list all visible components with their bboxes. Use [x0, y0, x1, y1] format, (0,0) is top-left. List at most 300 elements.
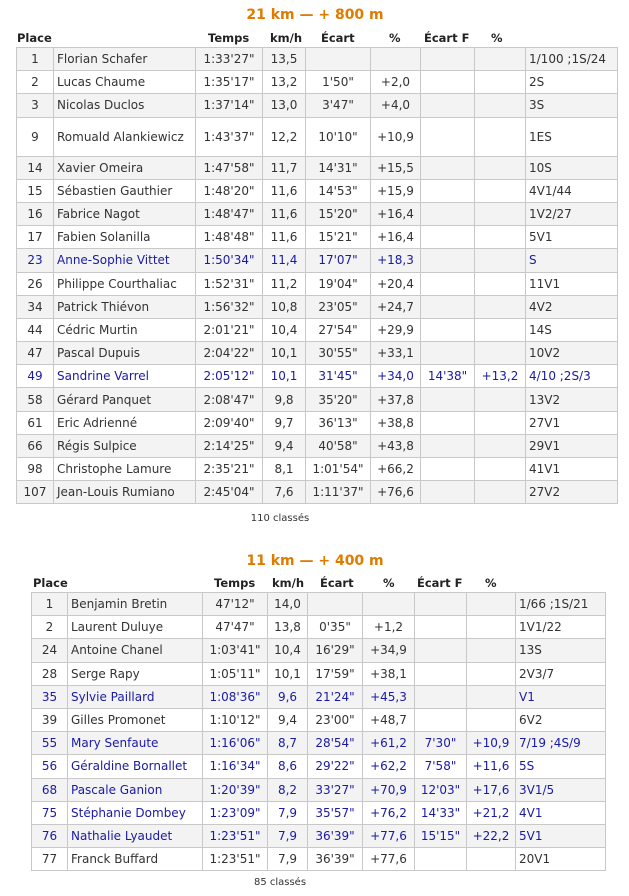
table-row	[17, 94, 618, 117]
female-gap-percent-cell	[467, 616, 516, 639]
speed-cell: 10,1	[263, 342, 306, 365]
gap-percent-cell: +20,4	[371, 272, 421, 295]
time-cell: 1:03'41"	[203, 639, 268, 662]
female-gap-cell	[421, 71, 475, 94]
time-cell: 1:20'39"	[203, 778, 268, 801]
runner-name: Fabien Solanilla	[54, 226, 196, 249]
place-cell: 39	[32, 708, 68, 731]
speed-cell: 13,0	[263, 94, 306, 117]
runner-name: Sébastien Gauthier	[54, 179, 196, 202]
time-cell: 1:16'06"	[203, 732, 268, 755]
header-pct-f: %	[485, 576, 497, 590]
time-cell: 1:23'51"	[203, 824, 268, 847]
header-ecart: Écart	[321, 31, 355, 45]
runner-name: Romuald Alankiewicz	[54, 117, 196, 156]
female-gap-cell	[415, 685, 467, 708]
place-cell: 56	[32, 755, 68, 778]
header-kmh: km/h	[272, 576, 305, 590]
female-gap-cell	[421, 226, 475, 249]
runner-name: Stéphanie Dombey	[68, 801, 203, 824]
place-cell: 14	[17, 156, 54, 179]
category-cell: 10S	[526, 156, 618, 179]
place-cell: 68	[32, 778, 68, 801]
time-cell: 1:33'27"	[196, 48, 263, 71]
gap-cell: 28'54"	[308, 732, 363, 755]
place-cell: 2	[17, 71, 54, 94]
female-gap-percent-cell	[475, 71, 526, 94]
female-gap-percent-cell: +10,9	[467, 732, 516, 755]
table-row	[32, 593, 606, 616]
category-cell: 4/10 ;2S/3	[526, 365, 618, 388]
gap-cell: 23'05"	[306, 295, 371, 318]
header-ecart-f: Écart F	[424, 31, 470, 45]
place-cell: 44	[17, 318, 54, 341]
table-row	[17, 202, 618, 225]
runner-name: Florian Schafer	[54, 48, 196, 71]
table-row	[32, 778, 606, 801]
category-cell: 7/19 ;4S/9	[516, 732, 606, 755]
place-cell: 23	[17, 249, 54, 272]
gap-percent-cell: +43,8	[371, 434, 421, 457]
table-row	[32, 755, 606, 778]
gap-percent-cell: +48,7	[363, 708, 415, 731]
gap-cell: 27'54"	[306, 318, 371, 341]
runner-name: Pascale Ganion	[68, 778, 203, 801]
gap-percent-cell: +10,9	[371, 117, 421, 156]
gap-percent-cell	[371, 48, 421, 71]
female-gap-percent-cell	[475, 272, 526, 295]
female-gap-cell	[421, 202, 475, 225]
speed-cell: 8,7	[268, 732, 308, 755]
category-cell: 20V1	[516, 848, 606, 871]
female-gap-cell	[421, 411, 475, 434]
time-cell: 1:23'51"	[203, 848, 268, 871]
speed-cell: 7,9	[268, 848, 308, 871]
gap-percent-cell: +4,0	[371, 94, 421, 117]
speed-cell: 11,6	[263, 202, 306, 225]
table-row	[17, 411, 618, 434]
gap-cell	[308, 593, 363, 616]
time-cell: 1:37'14"	[196, 94, 263, 117]
table-row	[32, 732, 606, 755]
time-cell: 1:05'11"	[203, 662, 268, 685]
table-row	[17, 365, 618, 388]
time-cell: 1:43'37"	[196, 117, 263, 156]
gap-cell	[306, 48, 371, 71]
gap-cell: 19'04"	[306, 272, 371, 295]
results-table-21km	[16, 47, 618, 504]
speed-cell: 10,8	[263, 295, 306, 318]
finisher-count: 110 classés	[250, 513, 310, 524]
runner-name: Cédric Murtin	[54, 318, 196, 341]
speed-cell: 10,1	[263, 365, 306, 388]
gap-percent-cell: +45,3	[363, 685, 415, 708]
female-gap-percent-cell	[467, 685, 516, 708]
runner-name: Patrick Thiévon	[54, 295, 196, 318]
header-ecart: Écart	[320, 576, 354, 590]
gap-cell: 35'57"	[308, 801, 363, 824]
place-cell: 34	[17, 295, 54, 318]
runner-name: Géraldine Bornallet	[68, 755, 203, 778]
runner-name: Eric Adrienné	[54, 411, 196, 434]
runner-name: Serge Rapy	[68, 662, 203, 685]
gap-cell: 40'58"	[306, 434, 371, 457]
gap-percent-cell: +15,9	[371, 179, 421, 202]
time-cell: 2:01'21"	[196, 318, 263, 341]
time-cell: 1:23'09"	[203, 801, 268, 824]
table-row	[17, 481, 618, 504]
results-table-11km	[31, 592, 606, 871]
gap-cell: 0'35"	[308, 616, 363, 639]
female-gap-cell	[421, 156, 475, 179]
female-gap-cell	[421, 179, 475, 202]
category-cell: 10V2	[526, 342, 618, 365]
female-gap-cell	[415, 593, 467, 616]
speed-cell: 13,5	[263, 48, 306, 71]
female-gap-cell: 14'38"	[421, 365, 475, 388]
time-cell: 1:50'34"	[196, 249, 263, 272]
speed-cell: 11,6	[263, 226, 306, 249]
category-cell: 11V1	[526, 272, 618, 295]
category-cell: S	[526, 249, 618, 272]
speed-cell: 10,4	[263, 318, 306, 341]
female-gap-cell	[415, 616, 467, 639]
speed-cell: 9,4	[263, 434, 306, 457]
female-gap-cell	[421, 295, 475, 318]
speed-cell: 9,8	[263, 388, 306, 411]
gap-percent-cell: +16,4	[371, 226, 421, 249]
place-cell: 107	[17, 481, 54, 504]
runner-name: Nathalie Lyaudet	[68, 824, 203, 847]
table-row	[17, 226, 618, 249]
table-row	[17, 71, 618, 94]
female-gap-cell	[421, 342, 475, 365]
speed-cell: 11,4	[263, 249, 306, 272]
female-gap-percent-cell	[475, 295, 526, 318]
category-cell: 3S	[526, 94, 618, 117]
gap-cell: 1:01'54"	[306, 458, 371, 481]
speed-cell: 8,2	[268, 778, 308, 801]
female-gap-percent-cell	[467, 708, 516, 731]
header-temps: Temps	[214, 576, 256, 590]
runner-name: Xavier Omeira	[54, 156, 196, 179]
runner-name: Laurent Duluye	[68, 616, 203, 639]
header-pct: %	[389, 31, 401, 45]
time-cell: 1:10'12"	[203, 708, 268, 731]
female-gap-cell: 7'30"	[415, 732, 467, 755]
gap-percent-cell: +16,4	[371, 202, 421, 225]
gap-cell: 16'29"	[308, 639, 363, 662]
gap-percent-cell: +77,6	[363, 848, 415, 871]
female-gap-percent-cell	[475, 249, 526, 272]
gap-cell: 35'20"	[306, 388, 371, 411]
category-cell: V1	[516, 685, 606, 708]
time-cell: 1:56'32"	[196, 295, 263, 318]
time-cell: 2:05'12"	[196, 365, 263, 388]
runner-name: Mary Senfaute	[68, 732, 203, 755]
header-place: Place	[17, 31, 52, 45]
female-gap-cell	[415, 708, 467, 731]
gap-percent-cell: +2,0	[371, 71, 421, 94]
place-cell: 9	[17, 117, 54, 156]
gap-percent-cell: +77,6	[363, 824, 415, 847]
place-cell: 17	[17, 226, 54, 249]
category-cell: 5V1	[516, 824, 606, 847]
category-cell: 13S	[516, 639, 606, 662]
female-gap-percent-cell	[467, 662, 516, 685]
speed-cell: 7,9	[268, 801, 308, 824]
female-gap-cell	[421, 249, 475, 272]
category-cell: 6V2	[516, 708, 606, 731]
gap-percent-cell	[363, 593, 415, 616]
female-gap-cell: 12'03"	[415, 778, 467, 801]
female-gap-cell	[421, 94, 475, 117]
gap-cell: 23'00"	[308, 708, 363, 731]
table-row	[32, 848, 606, 871]
table-row	[17, 458, 618, 481]
runner-name: Sandrine Varrel	[54, 365, 196, 388]
header-temps: Temps	[208, 31, 250, 45]
category-cell: 1ES	[526, 117, 618, 156]
place-cell: 47	[17, 342, 54, 365]
place-cell: 77	[32, 848, 68, 871]
speed-cell: 11,7	[263, 156, 306, 179]
female-gap-cell: 7'58"	[415, 755, 467, 778]
gap-percent-cell: +38,8	[371, 411, 421, 434]
place-cell: 28	[32, 662, 68, 685]
runner-name: Lucas Chaume	[54, 71, 196, 94]
speed-cell: 13,8	[268, 616, 308, 639]
header-pct: %	[383, 576, 395, 590]
column-headers	[0, 576, 629, 590]
gap-cell: 36'39"	[308, 848, 363, 871]
speed-cell: 11,6	[263, 179, 306, 202]
gap-percent-cell: +29,9	[371, 318, 421, 341]
gap-percent-cell: +15,5	[371, 156, 421, 179]
speed-cell: 13,2	[263, 71, 306, 94]
time-cell: 1:08'36"	[203, 685, 268, 708]
place-cell: 16	[17, 202, 54, 225]
gap-percent-cell: +38,1	[363, 662, 415, 685]
place-cell: 3	[17, 94, 54, 117]
place-cell: 76	[32, 824, 68, 847]
category-cell: 13V2	[526, 388, 618, 411]
runner-name: Antoine Chanel	[68, 639, 203, 662]
time-cell: 2:04'22"	[196, 342, 263, 365]
female-gap-percent-cell: +17,6	[467, 778, 516, 801]
gap-cell: 36'39"	[308, 824, 363, 847]
category-cell: 27V2	[526, 481, 618, 504]
female-gap-cell	[415, 662, 467, 685]
female-gap-percent-cell	[475, 94, 526, 117]
female-gap-percent-cell: +11,6	[467, 755, 516, 778]
female-gap-cell	[421, 48, 475, 71]
speed-cell: 11,2	[263, 272, 306, 295]
category-cell: 4V2	[526, 295, 618, 318]
speed-cell: 9,6	[268, 685, 308, 708]
female-gap-percent-cell	[467, 848, 516, 871]
column-headers	[0, 31, 629, 45]
speed-cell: 12,2	[263, 117, 306, 156]
race-title: 11 km — + 400 m	[246, 553, 384, 569]
gap-cell: 15'20"	[306, 202, 371, 225]
time-cell: 1:48'48"	[196, 226, 263, 249]
table-row	[32, 616, 606, 639]
category-cell: 2V3/7	[516, 662, 606, 685]
table-row	[17, 295, 618, 318]
gap-percent-cell: +70,9	[363, 778, 415, 801]
place-cell: 24	[32, 639, 68, 662]
gap-cell: 15'21"	[306, 226, 371, 249]
runner-name: Pascal Dupuis	[54, 342, 196, 365]
table-row	[32, 662, 606, 685]
speed-cell: 8,6	[268, 755, 308, 778]
category-cell: 4V1	[516, 801, 606, 824]
speed-cell: 14,0	[268, 593, 308, 616]
category-cell: 1V2/27	[526, 202, 618, 225]
table-row	[32, 639, 606, 662]
table-row	[17, 272, 618, 295]
runner-name: Philippe Courthaliac	[54, 272, 196, 295]
female-gap-percent-cell: +21,2	[467, 801, 516, 824]
speed-cell: 10,4	[268, 639, 308, 662]
gap-cell: 36'13"	[306, 411, 371, 434]
place-cell: 49	[17, 365, 54, 388]
place-cell: 58	[17, 388, 54, 411]
gap-cell: 1'50"	[306, 71, 371, 94]
female-gap-percent-cell	[467, 593, 516, 616]
female-gap-percent-cell	[475, 388, 526, 411]
gap-cell: 14'31"	[306, 156, 371, 179]
category-cell: 27V1	[526, 411, 618, 434]
speed-cell: 10,1	[268, 662, 308, 685]
female-gap-cell	[421, 388, 475, 411]
table-row	[17, 156, 618, 179]
header-pct-f: %	[491, 31, 503, 45]
runner-name: Franck Buffard	[68, 848, 203, 871]
place-cell: 2	[32, 616, 68, 639]
time-cell: 2:35'21"	[196, 458, 263, 481]
gap-percent-cell: +34,0	[371, 365, 421, 388]
place-cell: 1	[17, 48, 54, 71]
gap-percent-cell: +62,2	[363, 755, 415, 778]
female-gap-percent-cell	[475, 434, 526, 457]
category-cell: 1/100 ;1S/24	[526, 48, 618, 71]
female-gap-percent-cell	[475, 156, 526, 179]
female-gap-cell	[421, 318, 475, 341]
female-gap-percent-cell	[475, 342, 526, 365]
category-cell: 14S	[526, 318, 618, 341]
speed-cell: 8,1	[263, 458, 306, 481]
time-cell: 1:35'17"	[196, 71, 263, 94]
time-cell: 1:47'58"	[196, 156, 263, 179]
place-cell: 66	[17, 434, 54, 457]
time-cell: 47'12"	[203, 593, 268, 616]
table-row	[32, 801, 606, 824]
speed-cell: 7,9	[268, 824, 308, 847]
place-cell: 55	[32, 732, 68, 755]
gap-cell: 17'07"	[306, 249, 371, 272]
runner-name: Régis Sulpice	[54, 434, 196, 457]
place-cell: 15	[17, 179, 54, 202]
runner-name: Nicolas Duclos	[54, 94, 196, 117]
table-row	[17, 318, 618, 341]
gap-cell: 10'10"	[306, 117, 371, 156]
finisher-count: 85 classés	[253, 877, 307, 888]
female-gap-percent-cell	[475, 481, 526, 504]
runner-name: Christophe Lamure	[54, 458, 196, 481]
gap-percent-cell: +37,8	[371, 388, 421, 411]
female-gap-cell	[421, 434, 475, 457]
gap-cell: 21'24"	[308, 685, 363, 708]
category-cell: 5V1	[526, 226, 618, 249]
speed-cell: 7,6	[263, 481, 306, 504]
place-cell: 1	[32, 593, 68, 616]
gap-cell: 17'59"	[308, 662, 363, 685]
speed-cell: 9,4	[268, 708, 308, 731]
runner-name: Benjamin Bretin	[68, 593, 203, 616]
female-gap-percent-cell	[475, 458, 526, 481]
runner-name: Anne-Sophie Vittet	[54, 249, 196, 272]
category-cell: 3V1/5	[516, 778, 606, 801]
female-gap-percent-cell	[475, 179, 526, 202]
female-gap-cell	[421, 458, 475, 481]
category-cell: 4V1/44	[526, 179, 618, 202]
place-cell: 35	[32, 685, 68, 708]
female-gap-cell	[421, 117, 475, 156]
table-row	[32, 685, 606, 708]
place-cell: 26	[17, 272, 54, 295]
table-row	[32, 708, 606, 731]
place-cell: 75	[32, 801, 68, 824]
female-gap-percent-cell: +22,2	[467, 824, 516, 847]
runner-name: Jean-Louis Rumiano	[54, 481, 196, 504]
table-row	[17, 342, 618, 365]
header-place: Place	[33, 576, 68, 590]
time-cell: 1:52'31"	[196, 272, 263, 295]
table-row	[17, 48, 618, 71]
gap-cell: 3'47"	[306, 94, 371, 117]
female-gap-cell	[421, 272, 475, 295]
gap-percent-cell: +1,2	[363, 616, 415, 639]
female-gap-cell: 14'33"	[415, 801, 467, 824]
category-cell: 41V1	[526, 458, 618, 481]
table-row	[17, 249, 618, 272]
table-row	[17, 434, 618, 457]
female-gap-percent-cell	[475, 226, 526, 249]
time-cell: 1:48'47"	[196, 202, 263, 225]
runner-name: Gérard Panquet	[54, 388, 196, 411]
female-gap-cell: 15'15"	[415, 824, 467, 847]
female-gap-percent-cell	[475, 117, 526, 156]
race-title: 21 km — + 800 m	[246, 7, 384, 23]
female-gap-percent-cell	[475, 202, 526, 225]
time-cell: 2:45'04"	[196, 481, 263, 504]
header-ecart-f: Écart F	[417, 576, 463, 590]
category-cell: 1/66 ;1S/21	[516, 593, 606, 616]
gap-percent-cell: +34,9	[363, 639, 415, 662]
gap-percent-cell: +66,2	[371, 458, 421, 481]
gap-cell: 14'53"	[306, 179, 371, 202]
time-cell: 2:09'40"	[196, 411, 263, 434]
female-gap-percent-cell: +13,2	[475, 365, 526, 388]
runner-name: Gilles Promonet	[68, 708, 203, 731]
time-cell: 2:08'47"	[196, 388, 263, 411]
gap-cell: 29'22"	[308, 755, 363, 778]
time-cell: 2:14'25"	[196, 434, 263, 457]
place-cell: 98	[17, 458, 54, 481]
time-cell: 1:16'34"	[203, 755, 268, 778]
